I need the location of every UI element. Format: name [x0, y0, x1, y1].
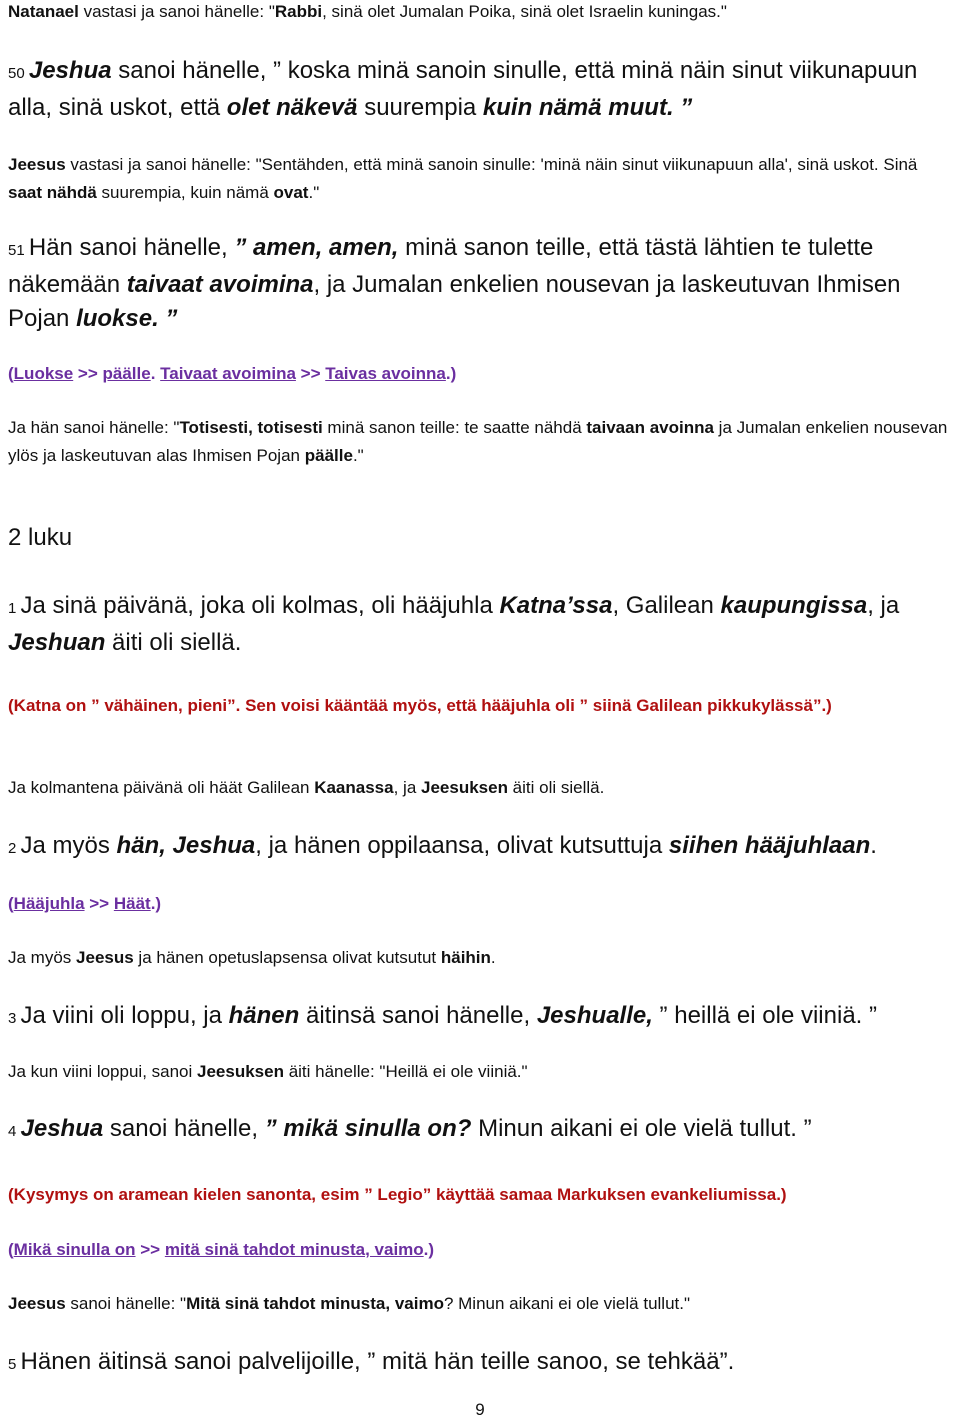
text: , Galilean — [612, 592, 721, 619]
emphasis: kuin nämä muut. — [482, 94, 674, 121]
comparison-john-1-50 — [8, 151, 956, 207]
text: suurempia — [357, 94, 483, 121]
comparison-john-1-51 — [8, 414, 956, 470]
emphasis: Jeshua — [20, 1115, 104, 1142]
text: äiti hänelle: "Heillä ei ole viiniä." — [283, 1062, 528, 1081]
emphasis: kaupungissa — [720, 592, 868, 619]
note-2 — [8, 890, 956, 918]
bold-word: Rabbi — [274, 2, 323, 21]
comparison-john-2-4 — [8, 1290, 956, 1318]
text: Ja sinä päivänä, joka oli kolmas, oli hääjuhla — [20, 592, 500, 619]
page-number: 9 — [475, 1400, 485, 1419]
text: ." — [352, 446, 364, 465]
note-1: (Katna on ” vähäinen, pieni”. Sen voisi kääntää myös, että hääjuhla oli ” siinä Galilean pikkukylässä”.) — [8, 696, 832, 715]
text: . — [870, 832, 877, 859]
text: Minun aikani ei ole vielä tullut. ” — [471, 1115, 812, 1142]
bold-word: Jeesus — [76, 948, 134, 967]
bold-word: saat nähdä — [8, 183, 97, 202]
verse-number: 1 — [8, 600, 21, 617]
text: ? Minun aikani ei ole vielä tullut." — [443, 1294, 691, 1313]
text: ja hänen opetuslapsensa olivat kutsutut — [133, 948, 441, 967]
verse-51 — [8, 231, 956, 336]
verse-number: 4 — [8, 1123, 21, 1140]
verse-4 — [8, 1112, 956, 1149]
paragraph-john-1-49 — [8, 0, 956, 26]
comparison-john-2-2 — [8, 944, 956, 972]
note-link[interactable]: Häät — [113, 894, 151, 913]
note-4b — [8, 1236, 956, 1264]
text: . — [490, 948, 496, 967]
text: vastasi ja sanoi hänelle: "Sentähden, että minä sanoin sinulle: 'minä näin sinut viikunapuun alla', sinä uskot. Sinä — [65, 155, 918, 174]
text: ( — [8, 1240, 14, 1259]
verse-50 — [8, 54, 956, 125]
text: Ja kun viini loppui, sanoi — [8, 1062, 198, 1081]
text: , ja hänen oppilaansa, olivat kutsuttuja — [255, 832, 669, 859]
text: äiti oli siellä. — [507, 778, 605, 797]
note-link[interactable]: Taivas avoinna — [325, 364, 446, 383]
text: .) — [445, 364, 457, 383]
text: >> — [73, 364, 103, 383]
emphasis: ” mikä sinulla on? — [264, 1115, 472, 1142]
text: >> — [84, 894, 114, 913]
text: >> — [135, 1240, 165, 1259]
text: ( — [8, 364, 14, 383]
comparison-john-2-3 — [8, 1058, 956, 1086]
note-51 — [8, 360, 956, 388]
bold-word: Jeesuksen — [421, 778, 508, 797]
note-link[interactable]: Luokse — [13, 364, 74, 383]
verse-1 — [8, 589, 956, 660]
text: ( — [8, 894, 14, 913]
bold-word: Totisesti, totisesti — [179, 418, 323, 437]
quote-mark: ” — [673, 94, 693, 121]
bold-word: taivaan avoinna — [586, 418, 714, 437]
emphasis: olet näkevä — [226, 94, 358, 121]
emphasis: Katna’ssa — [499, 592, 613, 619]
bold-word: Jeesuksen — [197, 1062, 284, 1081]
note-link[interactable]: Mikä sinulla on — [13, 1240, 136, 1259]
note-link[interactable]: mitä sinä tahdot minusta, vaimo — [164, 1240, 424, 1259]
text: , ja — [867, 592, 900, 619]
text: ” heillä ei ole viiniä. ” — [652, 1002, 877, 1029]
emphasis: luokse. — [76, 305, 159, 332]
text: minä sanon teille: te saatte nähdä — [322, 418, 587, 437]
emphasis: siihen hääjuhlaan — [668, 832, 871, 859]
text: Ja myös — [20, 832, 117, 859]
verse-2 — [8, 829, 956, 866]
verse-number: 2 — [8, 840, 21, 857]
text: ." — [308, 183, 320, 202]
verse-5 — [8, 1345, 956, 1382]
verse-number: 51 — [8, 242, 29, 259]
emphasis: Jeshua — [28, 57, 112, 84]
text: Ja myös — [8, 948, 77, 967]
text: minä sanon teille, että tästä lähtien te tulette näkemään — [8, 234, 874, 298]
text: sanoi hänelle, ” koska minä sanoin sinulle, että minä näin sinut viikunapuun alla, sinä uskot, että — [8, 57, 918, 121]
verse-number: 50 — [8, 65, 29, 82]
emphasis: hänen — [228, 1002, 300, 1029]
text: sanoi hänelle, — [103, 1115, 265, 1142]
text: .) — [150, 894, 162, 913]
text: >> — [295, 364, 326, 383]
text: äiti oli siellä. — [105, 629, 242, 656]
text: vastasi ja sanoi hänelle: " — [78, 2, 275, 21]
emphasis: Jeshualle, — [536, 1002, 653, 1029]
bold-word: Mitä sinä tahdot minusta, vaimo — [186, 1294, 444, 1313]
note-link[interactable]: Hääjuhla — [13, 894, 85, 913]
text: suurempia, kuin nämä — [96, 183, 274, 202]
emphasis: taivaat avoimina — [126, 271, 314, 298]
text: Ja kolmantena päivänä oli häät Galilean — [8, 778, 315, 797]
text: Ja hän sanoi hänelle: " — [8, 418, 180, 437]
bold-word: Jeesus — [8, 1294, 66, 1313]
chapter-heading: 2 luku — [8, 524, 73, 551]
text: Hänen äitinsä sanoi palvelijoille, ” mitä hän teille sanoo, se tehkää”. — [20, 1348, 735, 1375]
text: sanoi hänelle: " — [65, 1294, 187, 1313]
comparison-john-2-1 — [8, 774, 956, 802]
bold-word: päälle — [304, 446, 353, 465]
text: , ja Jumalan enkelien nousevan ja laskeutuvan Ihmisen Pojan — [8, 271, 901, 332]
bold-word: Natanael — [8, 2, 79, 21]
note-link[interactable]: Taivaat avoimina — [160, 364, 296, 383]
bold-word: häihin — [440, 948, 491, 967]
verse-number: 3 — [8, 1010, 21, 1027]
text: , sinä olet Jumalan Poika, sinä olet Israelin kuningas." — [322, 2, 727, 21]
text: Hän sanoi hänelle, — [28, 234, 235, 261]
verse-3 — [8, 999, 956, 1036]
text: äitinsä sanoi hänelle, — [299, 1002, 537, 1029]
text: ja Jumalan enkelien nousevan ylös ja laskeutuvan alas Ihmisen Pojan — [8, 418, 948, 465]
text: .) — [423, 1240, 435, 1259]
bold-word: ovat — [273, 183, 309, 202]
text: Ja viini oli loppu, ja — [20, 1002, 229, 1029]
bold-word: Kaanassa — [314, 778, 394, 797]
emphasis: hän, Jeshua — [116, 832, 256, 859]
bold-word: Jeesus — [8, 155, 66, 174]
verse-number: 5 — [8, 1356, 21, 1373]
emphasis: ” amen, amen, — [234, 234, 399, 261]
text: . — [150, 364, 161, 383]
emphasis: Jeshuan — [8, 629, 106, 656]
quote-mark: ” — [158, 305, 178, 332]
text: , ja — [393, 778, 421, 797]
note-4a: (Kysymys on aramean kielen sanonta, esim ” Legio” käyttää samaa Markuksen evankeliumissa.) — [8, 1185, 787, 1204]
note-link[interactable]: päälle — [102, 364, 151, 383]
